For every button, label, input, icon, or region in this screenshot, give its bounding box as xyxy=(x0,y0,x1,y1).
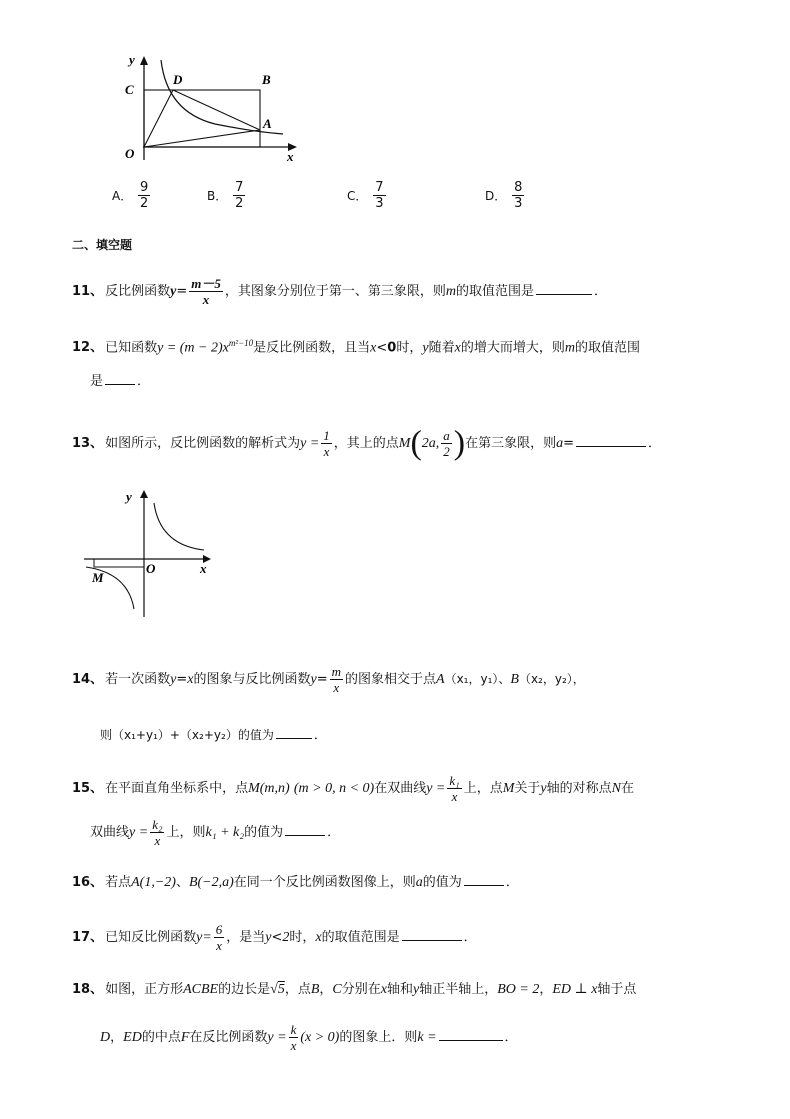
q12-text6: 的取值范围 xyxy=(574,340,640,356)
q15-fraction: $\frac{\text{k₁}}{x}$ xyxy=(449,773,460,804)
q17-text4: 的取值范围是 xyxy=(321,930,400,945)
q11-end: ． xyxy=(594,284,608,299)
q12-line2-text: 是 xyxy=(90,374,104,389)
q12-lt: < xyxy=(376,340,388,356)
q11-number: 11、 xyxy=(72,284,104,299)
q18-line2-text2: 在反比例函数 xyxy=(189,1030,268,1045)
q18-comma2: ， xyxy=(539,982,553,997)
q14-point-b: B xyxy=(510,672,519,687)
q13-var-a: a xyxy=(556,436,564,451)
answer-blank-18[interactable] xyxy=(439,1026,503,1041)
q15-var-n: N xyxy=(611,781,621,796)
q12-text2: 是反比例函数，且当 xyxy=(253,340,371,356)
q14-coords-b: （x₂，y₂）， xyxy=(518,672,585,686)
segment-oa xyxy=(144,130,260,147)
q18-fraction: $\frac{k}{x}$ xyxy=(290,1022,297,1053)
q16-var-a: a xyxy=(415,875,423,890)
q18-text: 如图，正方形 xyxy=(105,982,184,997)
q13-arg-fraction: $\frac{a}{2}$ xyxy=(443,428,450,459)
q15-text6: 在 xyxy=(620,781,634,796)
q16-number: 16、 xyxy=(72,875,104,890)
q18-var-f: F xyxy=(180,1030,190,1045)
q18-var-x: x xyxy=(380,982,387,997)
q13-text2: ，其上的点 xyxy=(333,436,399,451)
q13-lparen: ( xyxy=(410,424,422,462)
q15-end: ． xyxy=(327,825,341,840)
q18-text7: 轴于点 xyxy=(597,982,637,997)
q13-fraction: $\frac{1}{x}$ xyxy=(323,428,330,459)
q14-fraction: $\frac{m}{x}$ xyxy=(331,664,341,695)
q15-sum: k₁ + k₂ xyxy=(205,825,245,840)
q11-var-m: m xyxy=(445,284,456,299)
label-m: M xyxy=(92,570,104,585)
answer-blank-16[interactable] xyxy=(464,871,504,886)
q17-two: 2 xyxy=(282,930,290,945)
q15-text3: 上，点 xyxy=(463,781,503,796)
y-axis-arrow xyxy=(140,56,148,65)
q16-point-b: B(−2,a) xyxy=(188,875,234,890)
q14-var-y2: y xyxy=(310,672,317,687)
choice-b[interactable] xyxy=(207,180,247,211)
q12-var-m: m xyxy=(564,340,575,356)
q14-coords-a: （x₁，y₁）、 xyxy=(444,672,511,686)
q14-var-x: x xyxy=(187,672,194,687)
label-y: y xyxy=(129,52,135,67)
choice-a-letter: A． xyxy=(112,189,133,203)
answer-blank-11[interactable] xyxy=(536,280,592,295)
question-12-line2 xyxy=(90,370,150,392)
question-15-line2 xyxy=(90,817,340,848)
answer-blank-12[interactable] xyxy=(105,370,135,385)
q18-line2-text3: 的图象上．则 xyxy=(339,1030,418,1045)
q12-var-x2: x xyxy=(454,340,461,356)
q16-text: 若点 xyxy=(105,875,132,890)
question-12 xyxy=(72,333,640,358)
q15-var-m: M xyxy=(502,781,515,796)
q18-ed: ED ⊥ x xyxy=(552,982,598,997)
q18-eq: = xyxy=(423,1030,437,1045)
q12-exponent: m²−10 xyxy=(228,338,254,348)
answer-blank-13[interactable] xyxy=(576,432,646,447)
q17-text: 已知反比例函数 xyxy=(105,930,197,945)
q17-var-y: y xyxy=(265,930,272,945)
q13-number: 13、 xyxy=(72,436,104,451)
q15-text: 在平面直角坐标系中，点 xyxy=(105,781,249,796)
q11-text3: 的取值范围是 xyxy=(456,284,535,299)
q18-line2-ed: ED xyxy=(123,1030,142,1045)
q17-lhs: y= xyxy=(196,930,212,945)
label-d: D xyxy=(173,72,183,87)
q15-line2-text3: 的值为 xyxy=(244,825,284,840)
q18-text3: ，点 xyxy=(284,982,311,997)
q18-text4: 分别在 xyxy=(341,982,381,997)
q16-text2: 在同一个反比例函数图像上，则 xyxy=(233,875,416,890)
q18-sqrt: √5 xyxy=(270,982,285,997)
q14-var-y: y xyxy=(170,672,177,687)
choice-a-fraction: $\frac{9}{2}$ xyxy=(140,180,149,211)
q16-text3: 的值为 xyxy=(422,875,462,890)
segment-od xyxy=(144,90,173,147)
q16-point-a: A(1,−2) xyxy=(131,875,176,890)
q12-end: ． xyxy=(137,374,151,389)
q18-lhs: y = xyxy=(267,1030,287,1045)
q17-end: ． xyxy=(463,930,477,945)
q14-text3: 的图象相交于点 xyxy=(344,672,436,687)
choice-d-fraction: $\frac{8}{3}$ xyxy=(514,180,523,211)
q14-point-a: A xyxy=(436,672,445,687)
q13-rparen: ) xyxy=(453,424,466,462)
question-17 xyxy=(72,922,477,953)
q16-sep: 、 xyxy=(175,875,189,890)
q11-eq: = xyxy=(176,284,188,299)
q18-line2-comma: ， xyxy=(110,1030,124,1045)
figure-hyperbola xyxy=(80,485,220,620)
choice-c[interactable] xyxy=(347,180,388,211)
q15-var-y: y xyxy=(540,781,547,796)
q15-lhs2: y = xyxy=(129,825,149,840)
q12-expr: y = (m − 2)x xyxy=(157,340,229,356)
q14-end: ． xyxy=(313,728,327,743)
q18-var-c: C xyxy=(332,982,342,997)
q11-text2: ，其图象分别位于第一、第三象限，则 xyxy=(224,284,446,299)
q18-text5: 轴和 xyxy=(386,982,413,997)
q15-number: 15、 xyxy=(72,781,104,796)
answer-blank-17[interactable] xyxy=(402,926,462,941)
q18-line2-text: 的中点 xyxy=(141,1030,181,1045)
q17-lt: < xyxy=(271,930,283,945)
q15-point: M(m,n) xyxy=(248,781,290,796)
q12-text: 已知函数 xyxy=(105,340,158,356)
label-c: C xyxy=(125,82,134,97)
question-15 xyxy=(72,773,634,804)
q11-fraction: $\frac{m-5}{x}$ xyxy=(191,276,221,307)
choice-b-letter: B． xyxy=(207,189,228,203)
q18-var-b: B xyxy=(310,982,320,997)
q17-fraction: $\frac{6}{x}$ xyxy=(215,922,223,953)
question-11 xyxy=(72,276,607,307)
q17-text3: 时， xyxy=(289,930,316,945)
q13-text: 如图所示，反比例函数的解析式为 xyxy=(105,436,301,451)
q18-end: ． xyxy=(504,1030,518,1045)
question-16 xyxy=(72,871,519,893)
figure-square-graph xyxy=(115,52,305,167)
question-18 xyxy=(72,980,636,1000)
label-o: O xyxy=(146,561,156,576)
question-14 xyxy=(72,664,585,695)
q15-lhs: y = xyxy=(426,781,446,796)
q14-text: 若一次函数 xyxy=(105,672,171,687)
q18-comma: ， xyxy=(319,982,333,997)
label-o: O xyxy=(125,146,135,161)
q12-text5: 的增大而增大，则 xyxy=(460,340,565,356)
q15-line2-text2: 上，则 xyxy=(166,825,206,840)
choice-c-fraction: $\frac{7}{3}$ xyxy=(375,180,384,211)
hyperbola-branch-q1 xyxy=(154,503,204,550)
q15-condition: (m > 0, n < 0) xyxy=(293,781,375,796)
q15-line2-text: 双曲线 xyxy=(90,825,130,840)
q15-fraction2: $\frac{\text{k₂}}{x}$ xyxy=(152,817,163,848)
q14-eq1: = xyxy=(176,672,188,687)
q18-square: ACBE xyxy=(183,982,219,997)
q18-bo: BO = 2 xyxy=(497,982,540,997)
answer-blank-14[interactable] xyxy=(276,724,312,739)
question-18-line2 xyxy=(100,1022,518,1053)
q15-text2: 在双曲线 xyxy=(374,781,427,796)
q18-condition: (x > 0) xyxy=(300,1030,340,1045)
q14-line2-text: 则（x₁+y₁）+（x₂+y₂）的值为 xyxy=(100,728,274,742)
q18-var-d: D xyxy=(100,1030,111,1045)
q13-point-m: M xyxy=(398,436,411,451)
q14-number: 14、 xyxy=(72,672,104,687)
q12-var-x: x xyxy=(370,340,377,356)
q13-end: ． xyxy=(648,436,662,451)
label-x: x xyxy=(287,149,294,164)
question-13 xyxy=(72,424,662,462)
q16-end: ． xyxy=(505,875,519,890)
choice-a[interactable] xyxy=(112,180,152,211)
choice-c-letter: C． xyxy=(347,189,368,203)
label-y: y xyxy=(126,489,132,504)
label-a: A xyxy=(263,116,272,131)
label-x: x xyxy=(200,561,207,576)
q18-number: 18、 xyxy=(72,982,104,997)
q11-text: 反比例函数 xyxy=(105,284,171,299)
q14-text2: 的图象与反比例函数 xyxy=(193,672,311,687)
q12-var-y: y xyxy=(422,340,429,356)
q13-lhs: y = xyxy=(300,436,320,451)
q12-zero: 0 xyxy=(387,340,397,356)
rectangle-m xyxy=(94,559,144,567)
q13-arg1: 2a, xyxy=(421,436,440,451)
q17-text2: ，是当 xyxy=(226,930,266,945)
answer-blank-15[interactable] xyxy=(285,821,325,836)
q18-var-k: k xyxy=(417,1030,424,1045)
q14-eq2: = xyxy=(316,672,328,687)
q15-text5: 轴的对称点 xyxy=(546,781,612,796)
q13-text3: 在第三象限，则 xyxy=(465,436,557,451)
label-b: B xyxy=(262,72,271,87)
q15-text4: 关于 xyxy=(514,781,541,796)
question-14-line2 xyxy=(100,724,327,746)
q11-var-y: y xyxy=(170,284,177,299)
y-axis-arrow xyxy=(140,490,148,498)
q12-text3: 时， xyxy=(396,340,423,356)
q18-text2: 的边长是 xyxy=(218,982,271,997)
choice-d[interactable] xyxy=(485,180,526,211)
q17-var-x: x xyxy=(315,930,322,945)
q17-number: 17、 xyxy=(72,930,104,945)
q13-eq: = xyxy=(563,436,575,451)
q12-number: 12、 xyxy=(72,340,104,356)
choice-d-letter: D． xyxy=(485,189,507,203)
section-title: 二、填空题 xyxy=(72,238,133,252)
q18-text6: 轴正半轴上， xyxy=(419,982,498,997)
q12-text4: 随着 xyxy=(428,340,455,356)
q18-var-y: y xyxy=(413,982,420,997)
choice-b-fraction: $\frac{7}{2}$ xyxy=(235,180,244,211)
